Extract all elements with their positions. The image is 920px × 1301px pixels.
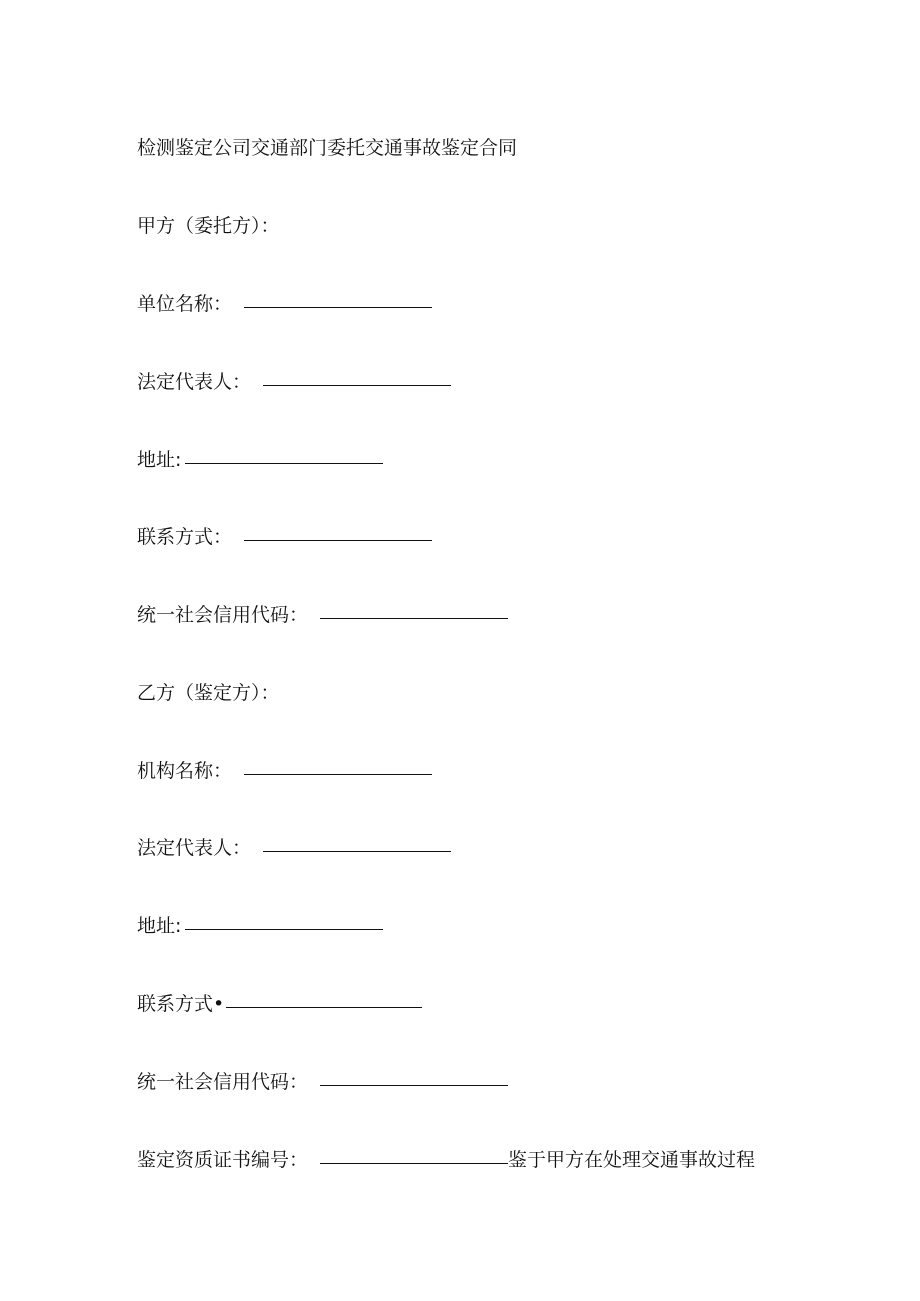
party-b-cert-no-label: 鉴定资质证书编号：	[137, 1149, 309, 1171]
party-a-legal-rep-blank[interactable]	[263, 384, 451, 386]
party-a-unit-name-row	[137, 289, 432, 319]
party-b-cert-no-row	[137, 1145, 755, 1175]
party-b-heading	[137, 678, 280, 708]
party-b-org-name-blank[interactable]	[244, 773, 432, 775]
party-b-contact-blank[interactable]	[226, 1006, 422, 1008]
party-b-cert-no-trailing-text: 鉴于甲方在处理交通事故过程	[508, 1149, 756, 1171]
party-a-legal-rep-label: 法定代表人：	[137, 371, 252, 393]
party-a-unit-name-blank[interactable]	[244, 306, 432, 308]
party-a-credit-code-blank[interactable]	[320, 617, 508, 619]
party-b-legal-rep-label: 法定代表人：	[137, 837, 252, 859]
party-b-address-row	[137, 911, 383, 941]
party-a-credit-code-row	[137, 600, 508, 630]
party-b-contact-row	[137, 989, 422, 1019]
party-a-contact-row	[137, 522, 432, 552]
party-b-address-blank[interactable]	[185, 928, 383, 930]
party-b-org-name-row	[137, 756, 432, 786]
party-b-org-name-label: 机构名称：	[137, 760, 233, 782]
party-a-address-row	[137, 445, 383, 475]
party-b-credit-code-blank[interactable]	[320, 1084, 508, 1086]
document-title	[137, 133, 517, 163]
party-b-address-label: 地址:	[137, 915, 182, 937]
party-b-legal-rep-row	[137, 833, 451, 863]
party-a-heading	[137, 211, 280, 241]
party-b-credit-code-label: 统一社会信用代码：	[137, 1071, 309, 1093]
party-a-address-label: 地址:	[137, 449, 182, 471]
party-a-contact-label: 联系方式：	[137, 526, 233, 548]
party-a-heading-text: 甲方（委托方）：	[137, 215, 280, 237]
party-b-heading-text: 乙方（鉴定方）：	[137, 682, 280, 704]
party-b-contact-label: 联系方式•	[137, 993, 225, 1015]
party-a-credit-code-label: 统一社会信用代码：	[137, 604, 309, 626]
party-a-unit-name-label: 单位名称：	[137, 293, 233, 315]
party-a-address-blank[interactable]	[185, 462, 383, 464]
party-a-legal-rep-row	[137, 367, 451, 397]
party-b-credit-code-row	[137, 1067, 508, 1097]
party-a-contact-blank[interactable]	[244, 539, 432, 541]
title-text: 检测鉴定公司交通部门委托交通事故鉴定合同	[137, 137, 518, 159]
party-b-cert-no-blank[interactable]	[320, 1162, 508, 1164]
party-b-legal-rep-blank[interactable]	[263, 850, 451, 852]
